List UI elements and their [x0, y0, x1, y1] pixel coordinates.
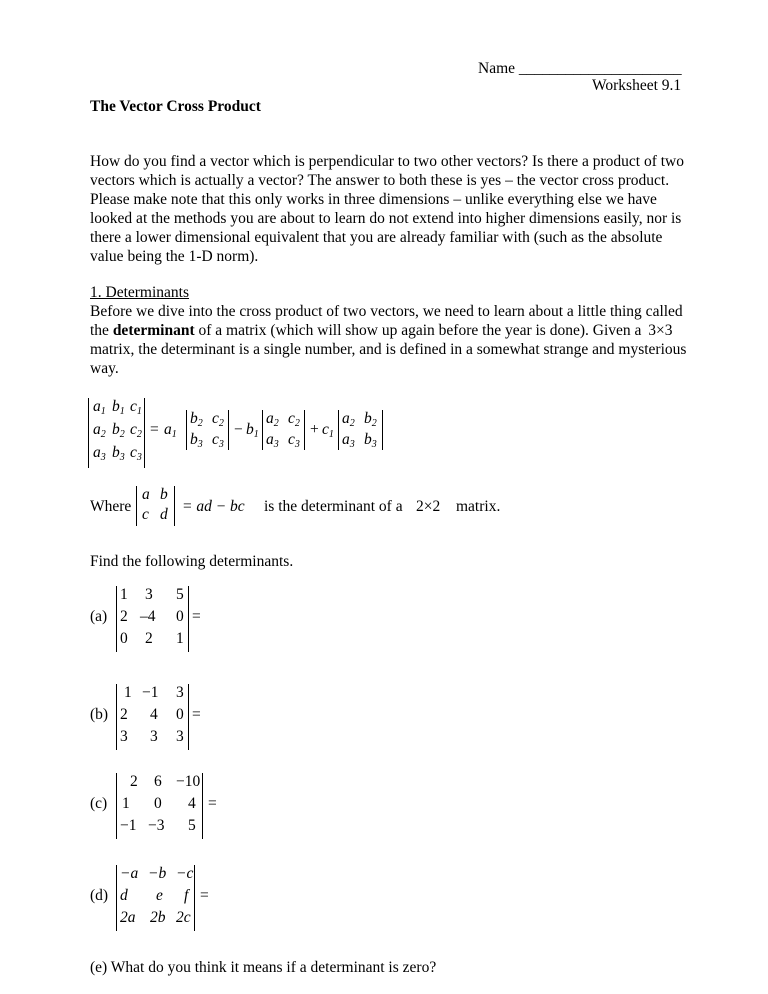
intro-line: there a lower dimensional equivalent that you are already familiar with (such as the absolute — [90, 229, 663, 246]
exercise-d: (d) −a −b −c d e f 2a 2b 2c = — [90, 865, 310, 933]
page-title: The Vector Cross Product — [90, 98, 261, 115]
determinant-definition-formula: $a_1$ $b_1$ $c_1$ $a_2$ $b_2$ $c_2$ $a_3$ $b_3$ $c_3$ = $a_1$ $b_2$ $c_2$ $b_3$ $c_3$ − $b_1$ $a_2$ $c_2$ $a_3$ $c_3$ + $c_1$ $a_2$ $b_2$ $a_3$ $b_3$ — [88, 398, 408, 470]
section-line: way. — [90, 360, 119, 377]
exercise-e-question: (e) What do you think it means if a determinant is zero? — [90, 959, 437, 976]
determinant-term: determinant — [112, 322, 195, 339]
exercise-c: (c) 2 6 −10 1 0 4 −1 −3 5 = — [90, 773, 310, 841]
section-line: Before we dive into the cross product of two vectors, we need to learn about a little thing called — [90, 303, 683, 320]
intro-paragraph — [90, 152, 684, 266]
dimension-3x3: 3×3 — [648, 322, 673, 339]
exercise-prompt: Find the following determinants. — [90, 553, 294, 570]
intro-line: vectors which is actually a vector? The answer to both these is yes – the vector cross product. — [90, 172, 670, 189]
intro-line: Please make note that this only works in three dimensions – unlike everything else we have — [90, 191, 657, 208]
section-heading: 1. Determinants — [90, 284, 190, 301]
two-by-two-formula: = ad − bc — [182, 498, 245, 515]
name-field-label: Name _____________________ — [478, 60, 682, 77]
section-line: the determinant of a matrix (which will show up again before the year is done). Given a 3×3 — [90, 322, 673, 339]
two-by-two-text: is the determinant of a — [264, 498, 403, 515]
exercise-b: (b) 1 −1 3 2 4 0 3 3 3 = — [90, 684, 290, 752]
exercise-a: (a) 1 3 5 2 –4 0 0 2 1 = — [90, 586, 290, 654]
dimension-2x2: 2×2 — [416, 498, 441, 515]
where-label: Where — [90, 498, 132, 515]
two-by-two-definition: Where a b c d = ad − bc is the determinant of a 2×2 matrix. — [90, 486, 590, 530]
section-determinants — [90, 283, 686, 378]
intro-line: value being the 1-D norm). — [90, 248, 259, 265]
intro-line: looked at the methods you are about to learn do not extend into higher dimensions easily, nor is — [90, 210, 682, 227]
worksheet-number: Worksheet 9.1 — [592, 77, 682, 94]
two-by-two-text-end: matrix. — [456, 498, 501, 515]
intro-line: How do you find a vector which is perpendicular to two other vectors? Is there a product of two — [90, 153, 684, 170]
section-line: matrix, the determinant is a single number, and is defined in a somewhat strange and mysterious — [90, 341, 687, 358]
